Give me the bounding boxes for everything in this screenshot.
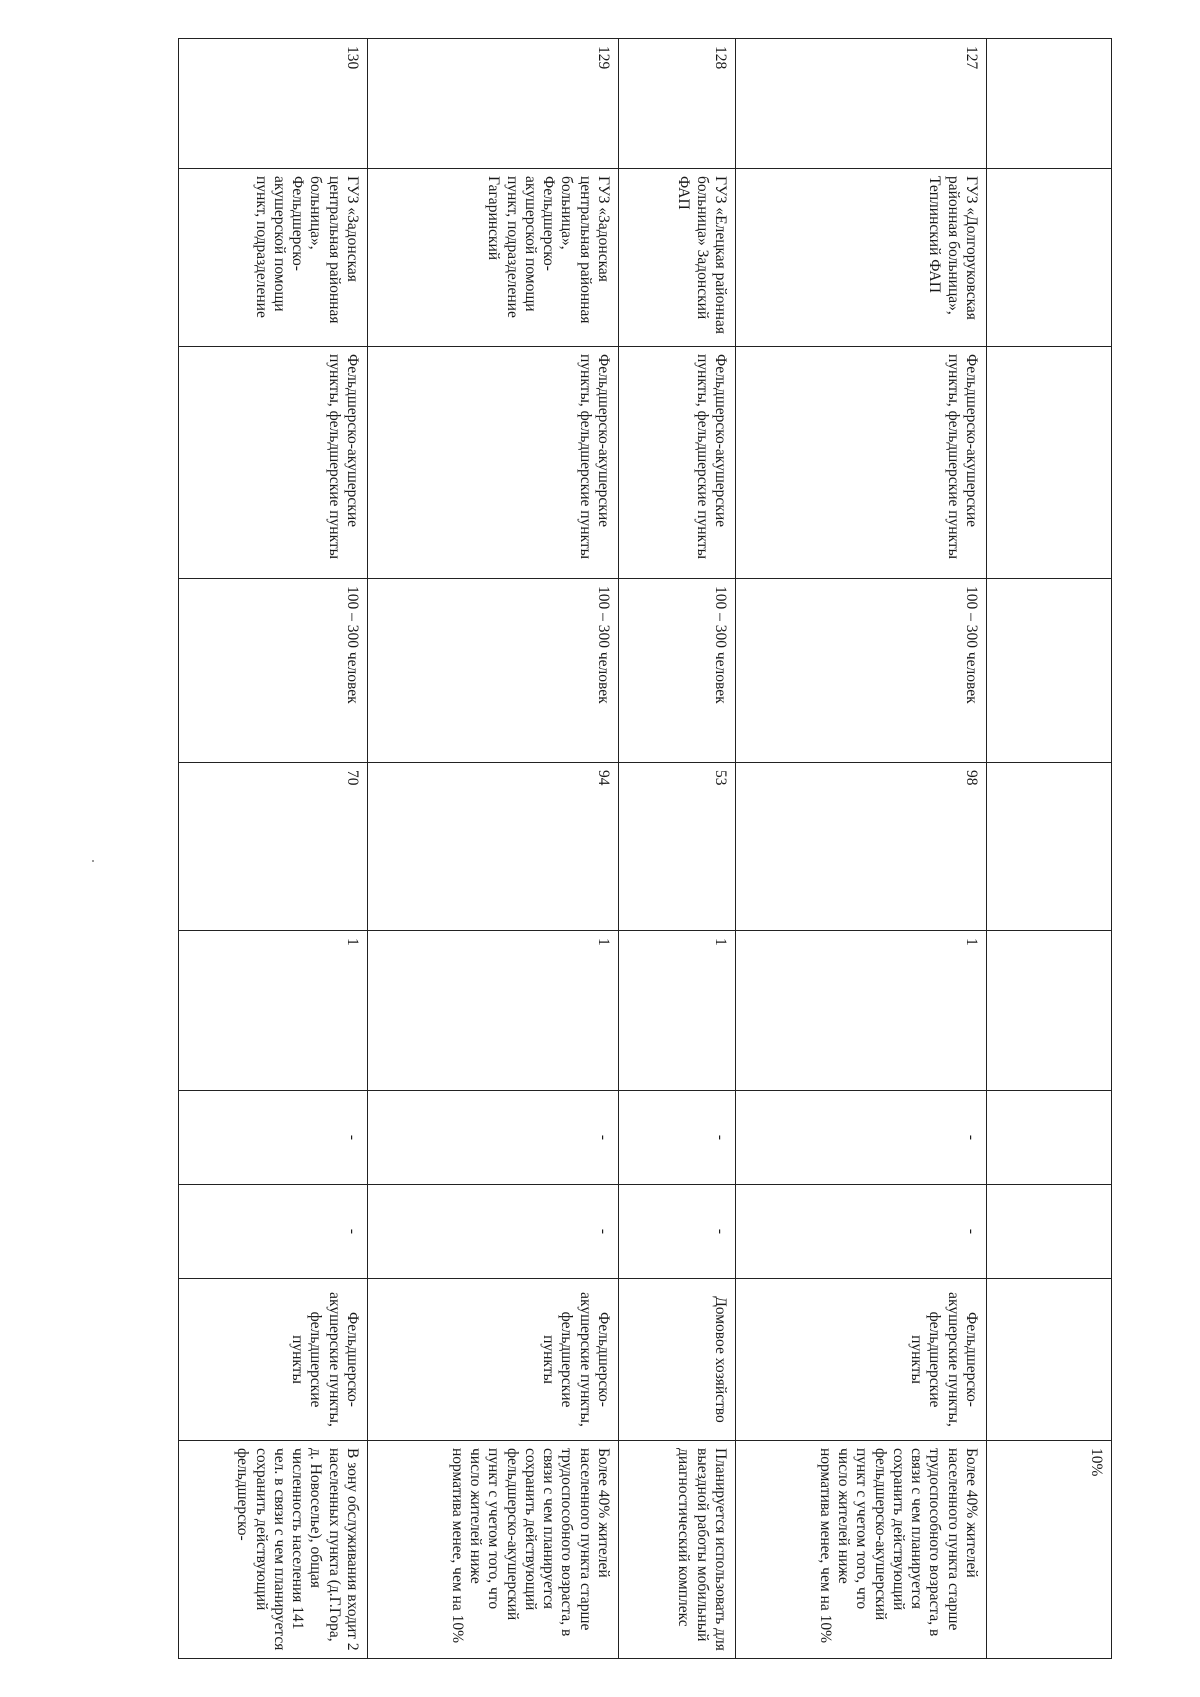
- cell-dash: -: [368, 1185, 619, 1279]
- cell-number: 127: [736, 39, 987, 169]
- cell-note: В зону обслуживания входит 2 населенных пункта (д.Г.Гора, д. Новоселье), общая численность населения 141 чел. в связи с чем планируется сохранить действующий фельдшерско-: [179, 1441, 368, 1659]
- cell-empty: [987, 931, 1112, 1091]
- scan-speck: [92, 860, 94, 862]
- data-table: [178, 38, 1112, 1659]
- cell-count: 1: [619, 931, 736, 1091]
- cell-count: 1: [368, 931, 619, 1091]
- cell-percent: 10%: [987, 1441, 1112, 1659]
- cell-number: 128: [619, 39, 736, 169]
- cell-model: Фельдшерско-акушерские пункты, фельдшерские пункты: [368, 1279, 619, 1441]
- cell-facility-type: Фельдшерско-акушерские пункты, фельдшерские пункты: [368, 347, 619, 579]
- cell-population-range: 100 – 300 человек: [368, 579, 619, 763]
- cell-population-range: 100 – 300 человек: [619, 579, 736, 763]
- cell-dash: -: [736, 1185, 987, 1279]
- cell-empty: [987, 1185, 1112, 1279]
- cell-organization: ГУЗ «Задонская центральная районная больница», Фельдшерско-акушерской помощи пункт, подразделение: [179, 169, 368, 347]
- cell-empty: [987, 1091, 1112, 1185]
- cell-population: 94: [368, 763, 619, 931]
- cell-dash: -: [619, 1185, 736, 1279]
- cell-empty: [987, 579, 1112, 763]
- cell-empty: [987, 763, 1112, 931]
- cell-count: 1: [736, 931, 987, 1091]
- cell-facility-type: Фельдшерско-акушерские пункты, фельдшерские пункты: [736, 347, 987, 579]
- table-row: [179, 39, 368, 1659]
- cell-model: Домовое хозяйство: [619, 1279, 736, 1441]
- cell-model: Фельдшерско-акушерские пункты, фельдшерские пункты: [179, 1279, 368, 1441]
- cell-dash: -: [179, 1091, 368, 1185]
- cell-empty: [987, 39, 1112, 169]
- cell-dash: -: [619, 1091, 736, 1185]
- cell-population-range: 100 – 300 человек: [179, 579, 368, 763]
- table-row: [368, 39, 619, 1659]
- cell-empty: [987, 347, 1112, 579]
- cell-population-range: 100 – 300 человек: [736, 579, 987, 763]
- cell-population: 98: [736, 763, 987, 931]
- cell-number: 130: [179, 39, 368, 169]
- cell-empty: [987, 1279, 1112, 1441]
- cell-dash: -: [368, 1091, 619, 1185]
- cell-count: 1: [179, 931, 368, 1091]
- cell-model: Фельдшерско-акушерские пункты, фельдшерские пункты: [736, 1279, 987, 1441]
- cell-dash: -: [179, 1185, 368, 1279]
- cell-dash: -: [736, 1091, 987, 1185]
- cell-organization: ГУЗ «Елецкая районная больница» Задонский ФАП: [619, 169, 736, 347]
- cell-population: 70: [179, 763, 368, 931]
- table-row: [619, 39, 736, 1659]
- table-row: [736, 39, 987, 1659]
- cell-number: 129: [368, 39, 619, 169]
- rotated-table-wrapper: [152, 38, 1112, 1658]
- cell-organization: ГУЗ «Задонская центральная районная больница», Фельдшерско-акушерской помощи пункт, подразделение Гагаринский: [368, 169, 619, 347]
- table-row-header-fragment: [987, 39, 1112, 1659]
- cell-empty: [987, 169, 1112, 347]
- cell-note: Более 40% жителей населенного пункта старше трудоспособного возраста, в связи с чем планируется сохранить действующий фельдшерско-акушерский пункт с учетом того, что число жителей ниже норматива менее, чем на 10%: [368, 1441, 619, 1659]
- cell-facility-type: Фельдшерско-акушерские пункты, фельдшерские пункты: [619, 347, 736, 579]
- cell-organization: ГУЗ «Долгоруковская районная больница», Теплинский ФАП: [736, 169, 987, 347]
- cell-population: 53: [619, 763, 736, 931]
- cell-note: Более 40% жителей населенного пункта старше трудоспособного возраста, в связи с чем планируется сохранить действующий фельдшерско-акушерский пункт с учетом того, что число жителей ниже норматива менее, чем на 10%: [736, 1441, 987, 1659]
- cell-facility-type: Фельдшерско-акушерские пункты, фельдшерские пункты: [179, 347, 368, 579]
- cell-note: Планируется использовать для выездной работы мобильный диагностический комплекс: [619, 1441, 736, 1659]
